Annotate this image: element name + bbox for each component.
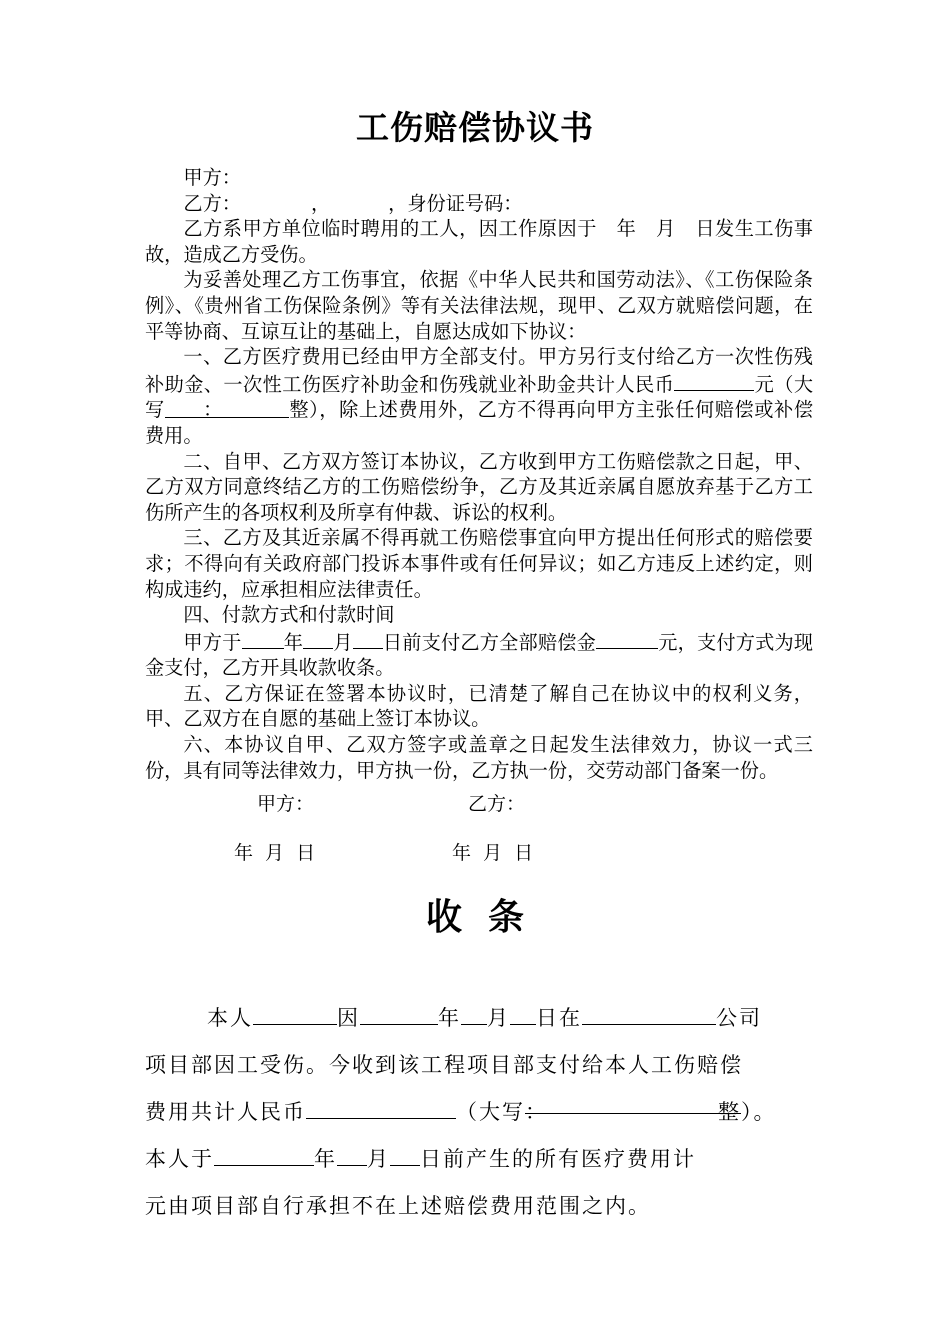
year-blank [242, 628, 284, 649]
receipt-body [145, 995, 805, 1230]
amount-words-blank: ： [165, 397, 289, 418]
day-blank [353, 628, 383, 649]
receipt-line-4: 本人于 年 月 日前产生的所有医疗费用计 [145, 1136, 805, 1183]
amount-words-blank: ： 整 [525, 1089, 741, 1114]
clause-3: 三、乙方及其近亲属不得再就工伤赔偿事宜向甲方提出任何形式的赔偿要求；不得向有关政府部门投诉本事件或有任何异议；如乙方违反上述约定，则构成违约，应承担相应法律责任。 [145, 526, 813, 601]
clause-basis: 为妥善处理乙方工伤事宜，依据《中华人民共和国劳动法》、《工伤保险条例》、《贵州省工伤保险条例》等有关法律法规，现甲、乙双方就赔偿问题，在平等协商、互谅互让的基础上，自愿达成如下协议： [145, 268, 813, 343]
year-blank [360, 1000, 438, 1025]
clause-5: 五、乙方保证在签署本协议时，已清楚了解自己在协议中的权利义务，甲、乙双方在自愿的基础上签订本协议。 [145, 681, 813, 731]
receipt-line-5: 元由项目部自行承担不在上述赔偿费用范围之内。 [145, 1194, 651, 1218]
date-party-b: 年 月 日 [452, 842, 534, 864]
clause-4-detail: 甲方于 年 月 日前支付乙方全部赔偿金 元，支付方式为现金支付，乙方开具收款收条。 [145, 628, 813, 681]
party-b-line: 乙方： ， ，身份证号码： [183, 191, 523, 215]
agreement-body [145, 165, 813, 783]
amount-blank [674, 370, 754, 391]
signature-party-a: 甲方： [257, 793, 315, 815]
month-blank [303, 628, 333, 649]
clause-4: 四、付款方式和付款时间 [183, 603, 395, 627]
receipt-title: 收 条 [425, 896, 525, 938]
date-party-a: 年 月 日 [234, 842, 316, 864]
receipt-line-1: 本人 因 年 月 日在 公司 [145, 995, 805, 1042]
clause-2: 二、自甲、乙方双方签订本协议，乙方收到甲方工伤赔偿款之日起，甲、乙方双方同意终结乙方的工伤赔偿纷争，乙方及其近亲属自愿放弃基于乙方工伤所产生的各项权利及所享有仲裁、诉讼的权利。 [145, 449, 813, 524]
month-blank [461, 1000, 487, 1025]
clause-1: 一、乙方医疗费用已经由甲方全部支付。甲方另行支付给乙方一次性伤残补助金、一次性工伤医疗补助金和伤残就业补助金共计人民币 元（大写 ： 整），除上述费用外，乙方不得再向甲方主张任何赔偿或补偿费用。 [145, 345, 814, 447]
month-blank [337, 1141, 367, 1166]
receipt-line-2: 项目部因工受伤。今收到该工程项目部支付给本人工伤赔偿 [145, 1053, 743, 1077]
year-blank [214, 1141, 314, 1166]
party-a-line: 甲方： [183, 166, 241, 189]
day-blank [390, 1141, 420, 1166]
agreement-title: 工伤赔偿协议书 [356, 108, 594, 147]
compensation-blank [596, 628, 658, 649]
clause-6: 六、本协议自甲、乙双方签字或盖章之日起发生法律效力，协议一式三份，具有同等法律效力，甲方执一份，乙方执一份，交劳动部门备案一份。 [145, 733, 813, 782]
clause-intro: 乙方系甲方单位临时聘用的工人，因工作原因于 年 月 日发生工伤事故，造成乙方受伤。 [145, 217, 813, 266]
signature-party-b: 乙方： [468, 793, 526, 815]
name-blank [253, 1000, 337, 1025]
day-blank [510, 1000, 536, 1025]
company-blank [582, 1000, 716, 1025]
amount-blank [306, 1094, 456, 1119]
receipt-line-3: 费用共计人民币 （大写： 整）。 [145, 1089, 805, 1136]
